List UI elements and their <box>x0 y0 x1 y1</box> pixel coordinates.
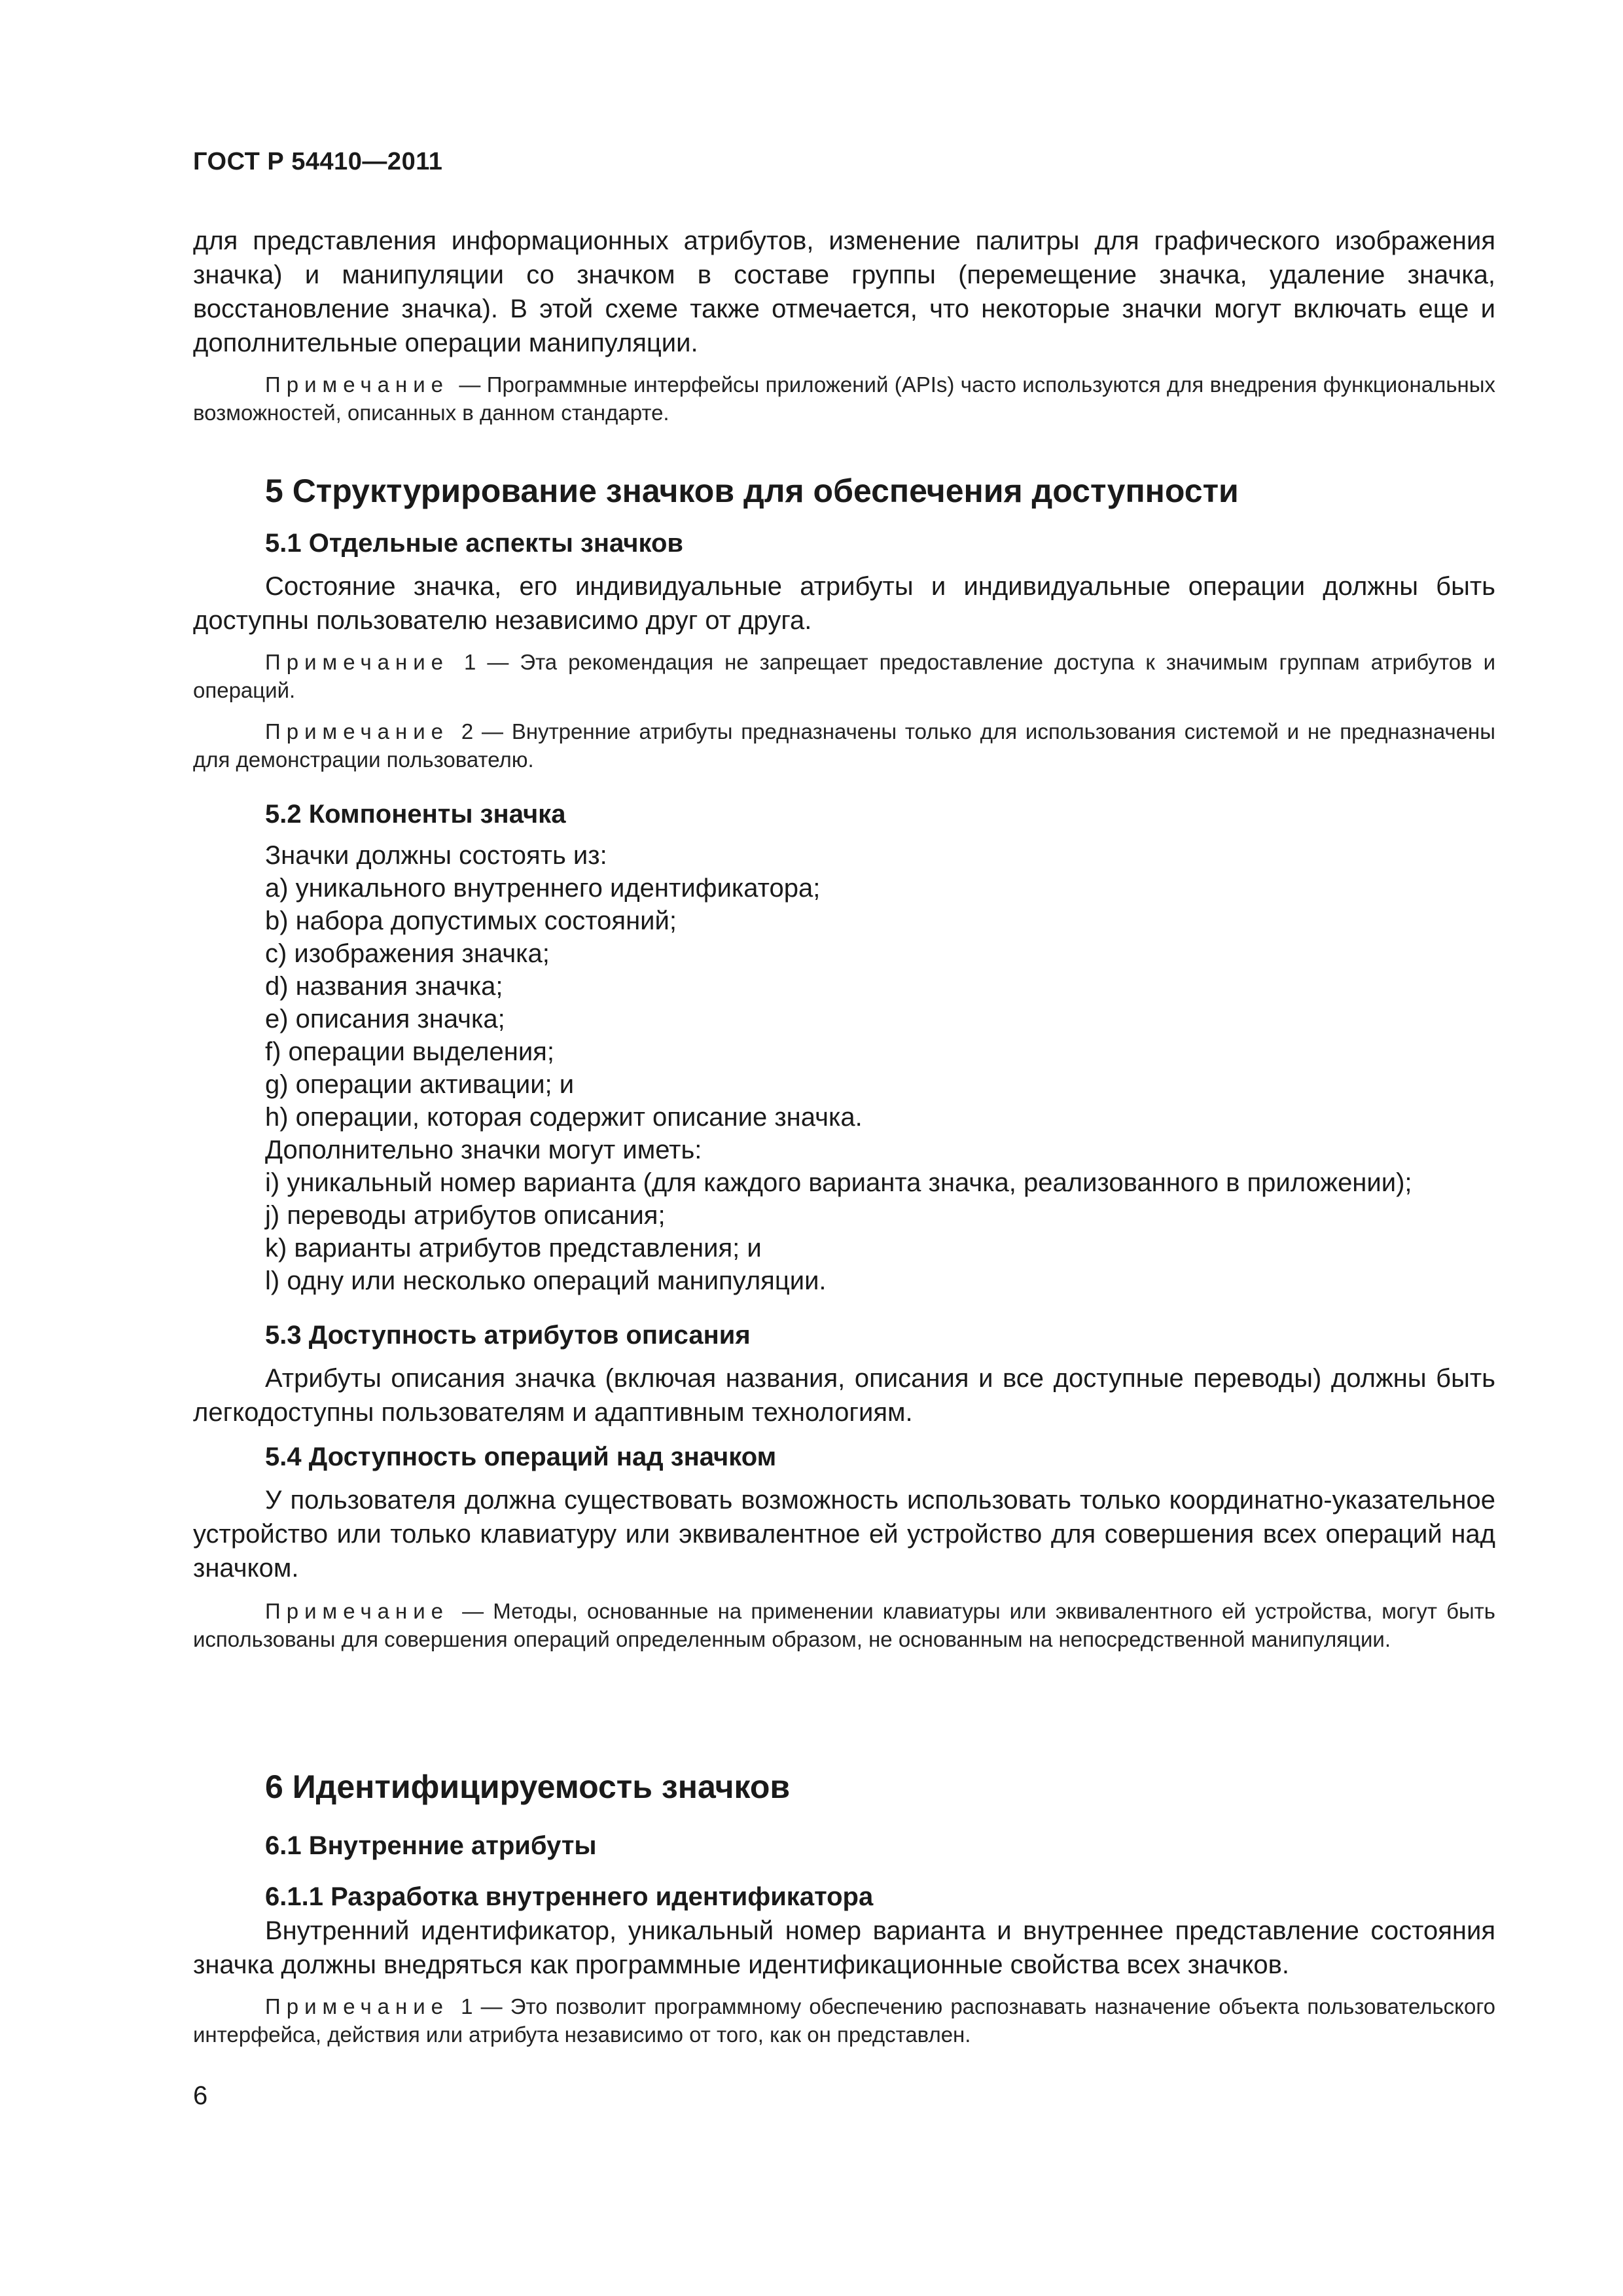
section-5-1-note-1 <box>193 648 1495 704</box>
section-6-1-title: 6.1 Внутренние атрибуты <box>265 1831 597 1860</box>
section-5-2-lead: Значки должны состоять из: <box>265 841 607 870</box>
section-5-3-title: 5.3 Доступность атрибутов описания <box>265 1321 751 1350</box>
section-5-3-paragraph: Атрибуты описания значка (включая названия, описания и все доступные переводы) должны быть легкодоступны пользователям и адаптивным технологиям. <box>193 1364 1495 1427</box>
note-label: Примечание <box>265 650 450 674</box>
note-text: 1 — Это позволит программному обеспечению распознавать назначение объекта пользовательского интерфейса, действия или атрибута независимо от того, как он представлен. <box>193 1994 1495 2047</box>
note-label: Примечание <box>265 1599 450 1623</box>
note-text: 2 — Внутренние атрибуты предназначены только для использования системой и не предназначены для демонстрации пользователю. <box>193 719 1496 772</box>
section-5-4-paragraph: У пользователя должна существовать возможность использовать только координатно-указательное устройство или только клавиатуру или эквивалентное ей устройство для совершения всех операций над значком. <box>193 1486 1495 1583</box>
list-item: i) уникальный номер варианта (для каждого варианта значка, реализованного в приложении); <box>265 1168 1412 1197</box>
list-item: j) переводы атрибутов описания; <box>265 1201 666 1230</box>
list-item: g) операции активации; и <box>265 1070 575 1099</box>
list-item: c) изображения значка; <box>265 939 550 968</box>
intro-note <box>193 370 1495 427</box>
note-text: — Программные интерфейсы приложений (APIs) часто используются для внедрения функциональных возможностей, описанных в данном стандарте. <box>193 372 1496 425</box>
note-label: Примечание <box>265 1994 450 2018</box>
section-5-1-paragraph: Состояние значка, его индивидуальные атрибуты и индивидуальные операции должны быть доступны пользователю независимо друг от друга. <box>193 572 1495 635</box>
section-6-1-1-paragraph: Внутренний идентификатор, уникальный номер варианта и внутреннее представление состояния значка должны внедряться как программные идентификационные свойства всех значков. <box>193 1916 1495 1979</box>
section-6-1-1-note <box>193 1992 1495 2049</box>
section-6 <box>193 1766 1495 2049</box>
section-5-1-note-2 <box>193 717 1495 774</box>
section-5-title: 5 Структурирование значков для обеспечения доступности <box>265 473 1239 509</box>
page-number: 6 <box>193 2081 208 2110</box>
section-5-4-note <box>193 1597 1495 1653</box>
section-5-2-lead-2: Дополнительно значки могут иметь: <box>265 1136 702 1164</box>
list-item: h) операции, которая содержит описание значка. <box>265 1103 863 1132</box>
list-item: b) набора допустимых состояний; <box>265 906 677 935</box>
list-item: l) одну или несколько операций манипуляции. <box>265 1266 827 1295</box>
section-6-title: 6 Идентифицируемость значков <box>265 1768 791 1805</box>
note-text: 1 — Эта рекомендация не запрещает предоставление доступа к значимым группам атрибутов и операций. <box>193 650 1495 702</box>
section-5 <box>193 470 1495 1653</box>
note-label: Примечание <box>265 372 450 397</box>
list-item: d) названия значка; <box>265 972 503 1001</box>
section-5-4-title: 5.4 Доступность операций над значком <box>265 1443 777 1471</box>
list-item: e) описания значка; <box>265 1005 505 1033</box>
note-label: Примечание <box>265 719 450 744</box>
intro-paragraph: для представления информационных атрибутов, изменение палитры для графического изображения значка) и манипуляции со значком в составе группы (перемещение значка, удаление значка, восстановление значка). В этой схеме также отмечается, что некоторые значки могут включать еще и дополнительные операции манипуляции. <box>193 226 1495 357</box>
running-header: ГОСТ Р 54410—2011 <box>193 148 443 175</box>
intro-block <box>193 224 1495 427</box>
list-item: f) операции выделения; <box>265 1037 554 1066</box>
section-6-1-1-title: 6.1.1 Разработка внутреннего идентификатора <box>265 1882 874 1911</box>
section-5-2-title: 5.2 Компоненты значка <box>265 800 566 829</box>
note-text: — Методы, основанные на применении клавиатуры или эквивалентного ей устройства, могут быть использованы для совершения операций определенным образом, не основанным на непосредственной манипуляции. <box>193 1599 1495 1651</box>
section-5-1-title: 5.1 Отдельные аспекты значков <box>265 529 684 558</box>
list-item: a) уникального внутреннего идентификатора; <box>265 874 821 903</box>
list-item: k) варианты атрибутов представления; и <box>265 1234 762 1263</box>
